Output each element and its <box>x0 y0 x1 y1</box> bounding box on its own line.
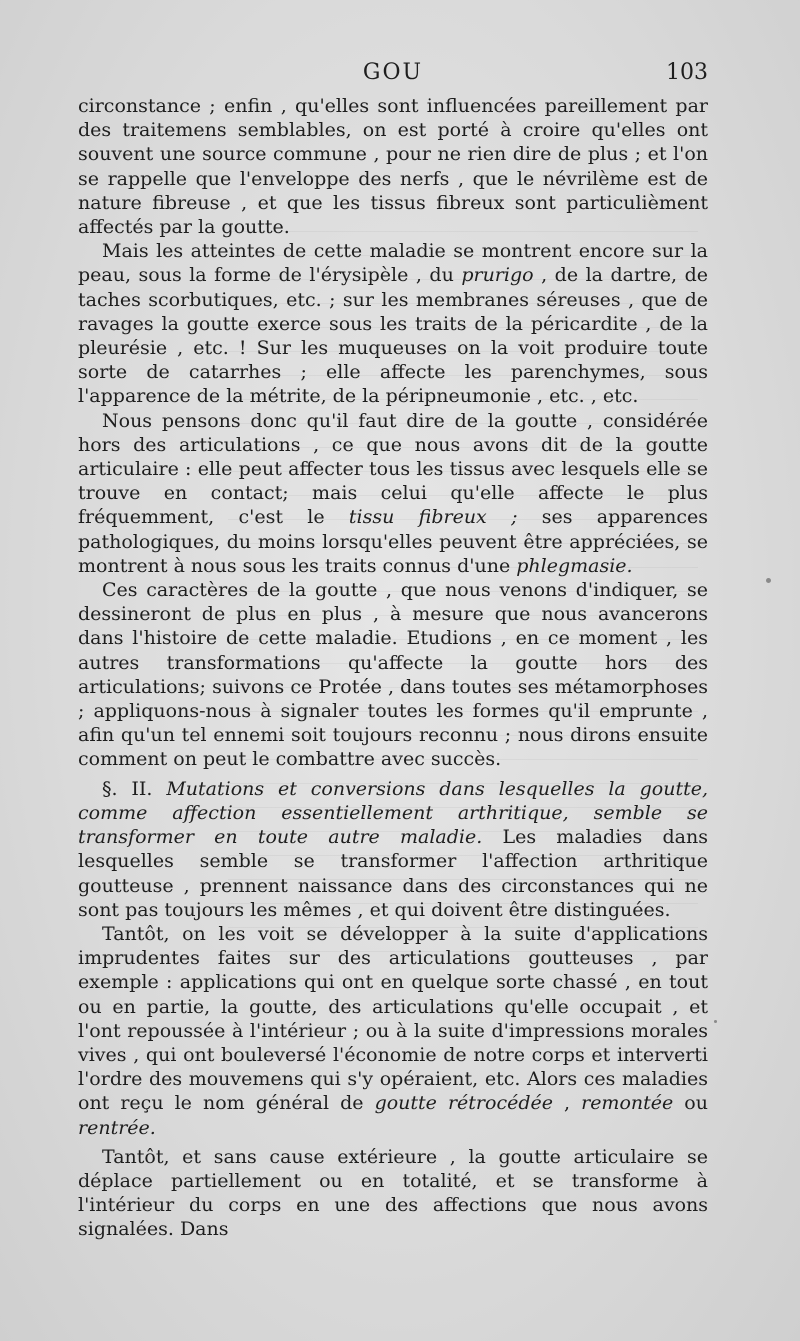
italic-term: rentrée. <box>78 1116 156 1139</box>
paragraph: Ces caractères de la goutte , que nous venons d'indiquer, se dessineront de plus en plus , à mesure que nous avancerons dans l'histoire de cette maladie. Etudions , en ce moment , les autres transformations qu'affecte la goutte hors des articulations; suivons ce Protée , dans toutes ses métamorphoses ; appliquons-nous à signaler toutes les formes qu'il emprunte , afin qu'un tel ennemi soit toujours reconnu ; nous dirons ensuite comment on peut le combattre avec succès. <box>78 579 708 771</box>
paragraph: circonstance ; enfin , qu'elles sont influencées pareillement par des traitemens semblables, on est porté à croire qu'elles ont souvent une source commune , pour ne rien dire de plus ; et l'on se rappelle que l'enveloppe des nerfs , que le névrilème est de nature fibreuse , et que les tissus fibreux sont particulièment affectés par la goutte. <box>78 95 708 239</box>
italic-term: phlegmasie. <box>516 554 633 577</box>
paragraph: Mais les atteintes de cette maladie se montrent encore sur la peau, sous la forme de l'érysipèle , du prurigo , de la dartre, de taches scorbutiques, etc. ; sur les membranes séreuses , que de ravages la goutte exerce sous les traits de la péricardite , de la pleurésie , etc. ! Sur les muqueuses on la voit produire toute sorte de catarrhes ; elle affecte les parenchymes, sous l'apparence de la métrite, de la péripneumonie , etc. , etc. <box>78 240 709 408</box>
paragraph: Tantôt, et sans cause extérieure , la goutte articulaire se déplace partiellement ou en totalité, et se transforme à l'intérieur du corps en une des affections que nous avons signalées. Dans <box>78 1145 708 1241</box>
paper-spot <box>714 1020 717 1023</box>
page-number: 103 <box>666 60 708 85</box>
section-title: Mutations et conversions dans lesquelles la goutte, comme affection essentiellement arthritique, semble se transformer en toute autre maladie. <box>78 777 709 849</box>
section-paragraph: §. II. Mutations et conversions dans lesquelles la goutte, comme affection essentiellement arthritique, semble se transformer en toute autre maladie. Les maladies dans lesquelles semble se transformer l'affection arthritique goutteuse , prennent naissance dans des circonstances qui ne sont pas toujours les mêmes , et qui doivent être distinguées. <box>78 777 709 921</box>
italic-term: prurigo <box>461 264 534 287</box>
page-header <box>78 60 708 94</box>
italic-term: tissu fibreux ; <box>348 506 518 529</box>
page-body <box>78 94 708 1242</box>
running-head: GOU <box>362 60 424 85</box>
paper-spot <box>766 578 771 583</box>
italic-term: goutte rétrocédée <box>374 1092 553 1115</box>
paragraph: Nous pensons donc qu'il faut dire de la goutte , considérée hors des articulations , ce que nous avons dit de la goutte articulaire : elle peut affecter tous les tissus avec lesquels elle se trouve en contact; mais celui qu'elle affecte le plus fréquemment, c'est le tissu fibreux ; ses apparences pathologiques, du moins lorsqu'elles peuvent être appréciées, se montrent à nous sous les traits connus d'une phlegmasie. <box>78 409 708 577</box>
italic-term: remontée <box>581 1092 674 1115</box>
paragraph: Tantôt, on les voit se développer à la suite d'applications imprudentes faites sur des articulations goutteuses , par exemple : applications qui ont en quelque sorte chassé , en tout ou en partie, la goutte, des articulations qu'elle occupait , et l'ont repoussée à l'intérieur ; ou à la suite d'impressions morales vives , qui ont bouleversé l'économie de notre corps et interverti l'ordre des mouvemens qui s'y opéraient, etc. Alors ces maladies ont reçu le nom général de goutte rétrocédée , remontée ou rentrée. <box>78 922 708 1139</box>
section-number: §. II. <box>102 777 167 800</box>
